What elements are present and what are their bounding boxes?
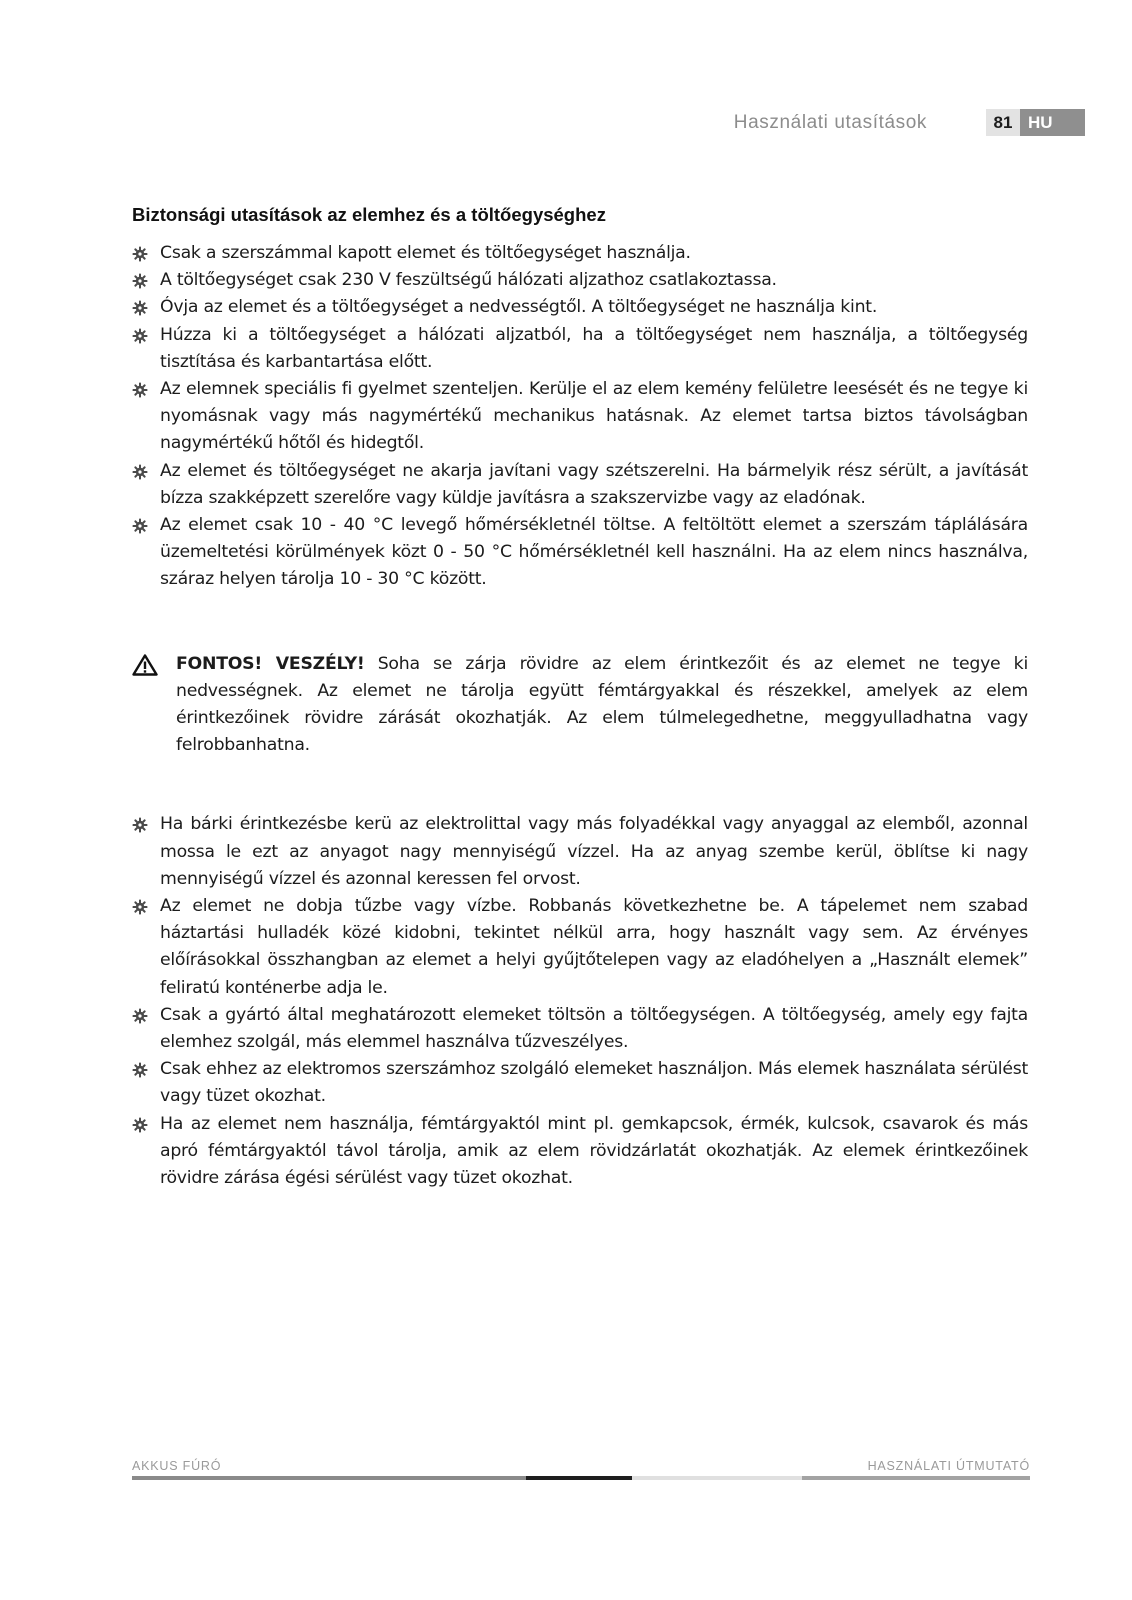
list-item [132,893,1028,1002]
warning-text: Soha se zárja rövidre az elem érintkezőit és az elemet ne tegye ki nedvességnek. Az elemet ne tárolja együtt fémtárgyakkal és részekkel, amelyek az elem érintkezőinek rövidre zárását okozhatják. Az elem túlmelegedhetne, meggyulladhatna vagy felrobbanhatna. [176,653,1028,756]
header-title: Használati utasítások [733,112,927,133]
section-title: Biztonsági utasítások az elemhez és a töltőegységhez [132,204,606,225]
footer-divider-segment [526,1476,632,1480]
list-item-text: Csak a szerszámmal kapott elemet és töltőegységet használja. [160,243,691,263]
list-item-text: Ha az elemet nem használja, fémtárgyaktól mint pl. gemkapcsok, érmék, kulcsok, csavarok és más apró fémtárgyaktól távol tárolja, amik az elem rövidzárlatát okozhatják. Az elemek érintkezőinek rövidre zárása égési sérülést vagy tüzet okozhat. [160,1113,1028,1189]
footer-divider-segment [132,1476,526,1480]
list-item [132,1111,1028,1193]
footer-manual-title: HASZNÁLATI ÚTMUTATÓ [867,1459,1030,1473]
list-item-text: Csak ehhez az elektromos szerszámhoz szolgáló elemeket használjon. Más elemek használata sérülést vagy tüzet okozhat. [160,1059,1028,1107]
footer-product-name: AKKUS FÚRÓ [132,1459,222,1473]
gear-bullet-icon [132,899,148,915]
gear-bullet-icon [132,300,148,316]
main-content [132,204,1028,1192]
list-item [132,322,1028,376]
list-item [132,267,1028,294]
language-badge: HU [1020,109,1085,136]
page-number: 81 [986,109,1020,136]
gear-bullet-icon [132,382,148,398]
list-item [132,1056,1028,1110]
footer-divider-segment [632,1476,802,1480]
list-item [132,240,1028,267]
list-item-text: Óvja az elemet és a töltőegységet a nedvességtől. A töltőegységet ne használja kint. [160,297,878,318]
gear-bullet-icon [132,1008,148,1024]
gear-bullet-icon [132,273,148,289]
warning-triangle-icon [132,654,158,676]
list-item-text: Csak a gyártó által meghatározott elemeket töltsön a töltőegységen. A töltőegység, amely egy fajta elemhez szolgál, más elemmel használva tűzveszélyes. [160,1004,1028,1053]
gear-bullet-icon [132,328,148,344]
list-item [132,811,1028,893]
gear-bullet-icon [132,1062,148,1078]
gear-bullet-icon [132,246,148,262]
footer-divider-segment [802,1476,1030,1480]
gear-bullet-icon [132,518,148,534]
list-item-text: Az elemet ne dobja tűzbe vagy vízbe. Robbanás következhetne be. A tápelemet nem szabad háztartási hulladék közé kidobni, tekintet nélkül arra, hogy használt vagy sem. Az érvényes előírásokkal összhangban az elemet a helyi gyűjtőtelepen vagy az eladóhelyen a „Használt elemek” feliratú konténerbe adja le. [160,896,1028,998]
list-item [132,294,1028,321]
bullet-list-top [132,240,1028,594]
list-item-text: Az elemet és töltőegységet ne akarja javítani vagy szétszerelni. Ha bármelyik rész sérült, a javítását bízza szakképzett szerelőre vagy küldje javításra a szakszervizbe vagy az eladónak. [160,460,1028,508]
list-item [132,512,1028,594]
warning-block [132,651,1028,760]
footer-divider [132,1476,1030,1480]
list-item-text: Ha bárki érintkezésbe kerü az elektrolittal vagy más folyadékkal vagy anyaggal az elemből, azonnal mossa le ezt az anyagot nagy mennyiségű vízzel. Ha az anyag szembe kerül, öblítse ki nagy mennyiségű vízzel és azonnal keressen fel orvost. [160,814,1028,889]
list-item-text: Az elemnek speciális fi gyelmet szenteljen. Kerülje el az elem kemény felületre leesését és ne tegye ki nyomásnak vagy más nagymértékű mechanikus hatásnak. Az elemet tartsa biztos távolságban nagymértékű hőtől és hidegtől. [160,379,1028,454]
gear-bullet-icon [132,1117,148,1133]
list-item [132,458,1028,512]
gear-bullet-icon [132,817,148,833]
list-item-text: Az elemet csak 10 - 40 °C levegő hőmérsékletnél töltse. A feltöltött elemet a szerszám táplálására üzemeltetési körülmények közt 0 - 50 °C hőmérsékletnél kell használni. Ha az elem nincs használva, száraz helyen tárolja 10 - 30 °C között. [160,515,1028,590]
list-item [132,376,1028,458]
gear-bullet-icon [132,464,148,480]
bullet-list-bottom [132,811,1028,1192]
warning-label: FONTOS! VESZÉLY! [176,653,365,674]
list-item-text: Húzza ki a töltőegységet a hálózati aljzatból, ha a töltőegységet nem használja, a töltőegység tisztítása és karbantartása előtt. [160,324,1028,372]
list-item-text: A töltőegységet csak 230 V feszültségű hálózati aljzathoz csatlakoztassa. [160,270,777,291]
list-item [132,1002,1028,1056]
